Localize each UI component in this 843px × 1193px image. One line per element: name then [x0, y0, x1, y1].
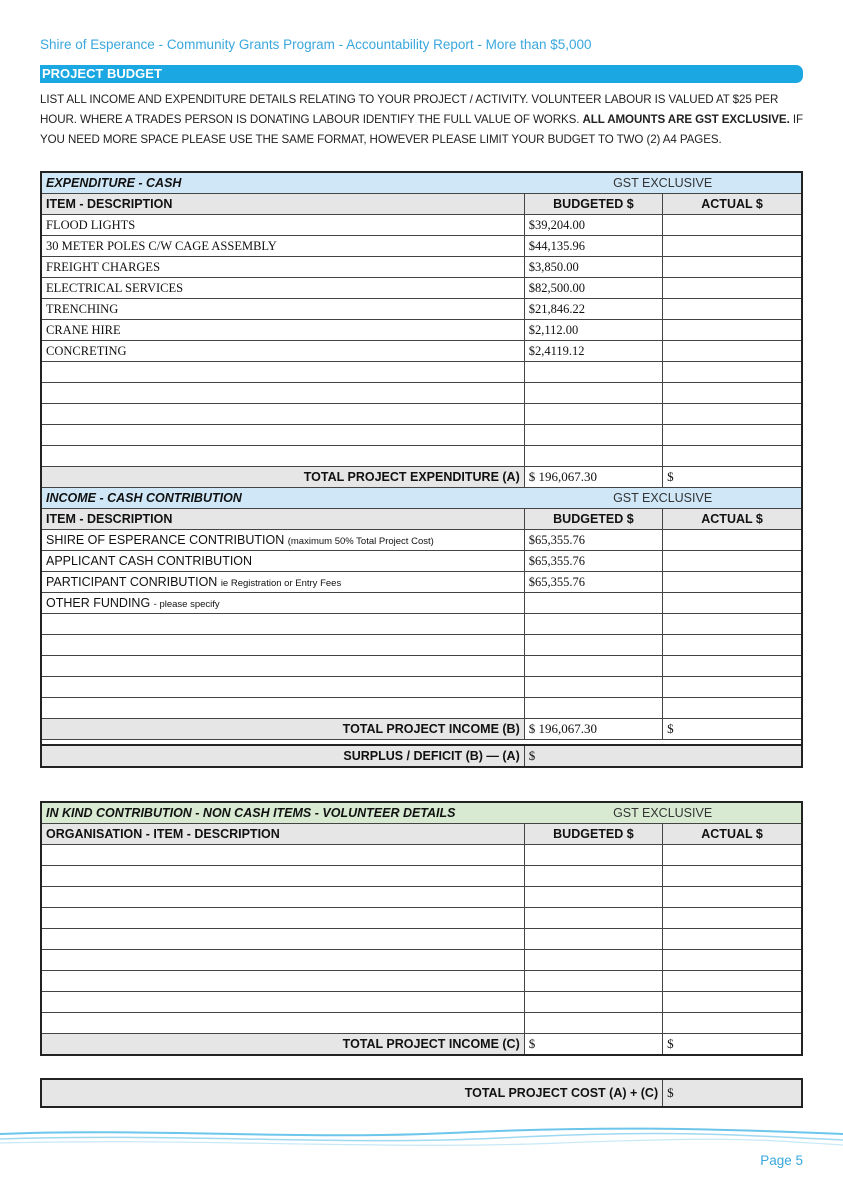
expenditure-actual-cell[interactable]	[663, 341, 802, 362]
section-bar	[40, 65, 803, 83]
expenditure-item-cell[interactable]	[41, 278, 524, 299]
inkind-budgeted-cell[interactable]	[524, 845, 662, 866]
income-item-cell[interactable]	[41, 530, 524, 551]
income-actual-cell[interactable]	[663, 593, 802, 614]
expenditure-row	[41, 236, 802, 257]
expenditure-actual-cell[interactable]	[663, 236, 802, 257]
income-item-note: (maximum 50% Total Project Cost)	[287, 536, 434, 547]
income-item-text: PARTICIPANT CONRIBUTION	[46, 575, 218, 589]
income-actual-cell[interactable]	[663, 635, 802, 656]
expenditure-budgeted-cell[interactable]: $3,850.00	[524, 257, 662, 278]
expenditure-budgeted-cell[interactable]: $2,4119.12	[524, 341, 662, 362]
expenditure-total-budgeted[interactable]: $ 196,067.30	[524, 467, 662, 488]
inkind-actual-cell[interactable]	[663, 992, 802, 1013]
expenditure-row	[41, 446, 802, 467]
inkind-title: IN KIND CONTRIBUTION - NON CASH ITEMS - VOLUNTEER DETAILS	[41, 802, 524, 824]
expenditure-actual-cell[interactable]	[663, 320, 802, 341]
col-organisation-description: ORGANISATION - ITEM - DESCRIPTION	[41, 824, 524, 845]
expenditure-item-cell[interactable]	[41, 404, 524, 425]
income-item-cell[interactable]	[41, 593, 524, 614]
inkind-row	[41, 866, 802, 887]
inkind-budgeted-cell[interactable]	[524, 1013, 662, 1034]
expenditure-item-cell[interactable]	[41, 383, 524, 404]
section-bar-label: PROJECT BUDGET	[42, 66, 162, 81]
income-gst-label: GST EXCLUSIVE	[524, 488, 802, 509]
inkind-budgeted-cell[interactable]	[524, 971, 662, 992]
expenditure-actual-cell[interactable]	[663, 278, 802, 299]
income-budgeted-cell[interactable]	[524, 593, 662, 614]
income-row	[41, 635, 802, 656]
expenditure-total-label: TOTAL PROJECT EXPENDITURE (A)	[41, 467, 524, 488]
expenditure-item-cell[interactable]	[41, 215, 524, 236]
expenditure-actual-cell[interactable]	[663, 299, 802, 320]
expenditure-row	[41, 278, 802, 299]
income-budgeted-cell[interactable]	[524, 698, 662, 719]
inkind-actual-cell[interactable]	[663, 1013, 802, 1034]
expenditure-actual-cell[interactable]	[663, 257, 802, 278]
expenditure-item-cell[interactable]	[41, 257, 524, 278]
inkind-row	[41, 929, 802, 950]
expenditure-budgeted-cell[interactable]	[524, 362, 662, 383]
inkind-gst-label: GST EXCLUSIVE	[524, 802, 802, 824]
inkind-total-label: TOTAL PROJECT INCOME (C)	[41, 1034, 524, 1056]
expenditure-total-actual[interactable]: $	[663, 467, 802, 488]
income-item-text: APPLICANT CASH CONTRIBUTION	[46, 554, 253, 568]
income-item-note: - please specify	[153, 599, 220, 610]
expenditure-budgeted-cell[interactable]	[524, 383, 662, 404]
income-actual-cell[interactable]	[663, 677, 802, 698]
income-total-budgeted[interactable]: $ 196,067.30	[524, 719, 662, 740]
inkind-item-cell[interactable]	[41, 908, 524, 929]
grand-total-label: TOTAL PROJECT COST (A) + (C)	[41, 1079, 663, 1107]
income-row	[41, 530, 802, 551]
col-actual: ACTUAL $	[663, 509, 802, 530]
expenditure-item-cell[interactable]	[41, 320, 524, 341]
income-row	[41, 677, 802, 698]
income-actual-cell[interactable]	[663, 614, 802, 635]
expenditure-actual-cell[interactable]	[663, 383, 802, 404]
income-actual-cell[interactable]	[663, 551, 802, 572]
inkind-actual-cell[interactable]	[663, 866, 802, 887]
inkind-row	[41, 1013, 802, 1034]
expenditure-row	[41, 299, 802, 320]
inkind-actual-cell[interactable]	[663, 971, 802, 992]
expenditure-item-cell[interactable]	[41, 341, 524, 362]
inkind-item-cell[interactable]	[41, 1013, 524, 1034]
expenditure-total-row	[41, 467, 802, 488]
inkind-total-row	[41, 1034, 802, 1056]
page-number: Page 5	[760, 1153, 803, 1168]
expenditure-budgeted-cell[interactable]: $44,135.96	[524, 236, 662, 257]
income-item-text: SHIRE OF ESPERANCE CONTRIBUTION	[46, 533, 285, 547]
instructions-text-1: LIST ALL INCOME AND EXPENDITURE DETAILS RELATING TO YOUR PROJECT / ACTIVITY. VOLUNTEER LABOUR IS VALUED AT $25 PER HOUR. WHERE A TRADES PERSON IS DONATING LABOUR IDENTIFY THE FULL VALUE OF WORKS.	[40, 93, 779, 126]
income-column-headers	[41, 509, 802, 530]
expenditure-row	[41, 257, 802, 278]
expenditure-item-text: CRANE HIRE	[46, 322, 121, 337]
expenditure-row	[41, 425, 802, 446]
inkind-budgeted-cell[interactable]	[524, 992, 662, 1013]
expenditure-budgeted-cell[interactable]	[524, 404, 662, 425]
expenditure-budgeted-cell[interactable]: $82,500.00	[524, 278, 662, 299]
expenditure-section-header	[41, 172, 802, 194]
expenditure-item-cell[interactable]	[41, 299, 524, 320]
expenditure-row	[41, 383, 802, 404]
expenditure-item-cell[interactable]	[41, 425, 524, 446]
col-budgeted: BUDGETED $	[524, 509, 662, 530]
income-item-cell[interactable]	[41, 677, 524, 698]
income-item-text: OTHER FUNDING	[46, 596, 151, 610]
income-total-label: TOTAL PROJECT INCOME (B)	[41, 719, 524, 740]
expenditure-item-text: ELECTRICAL SERVICES	[46, 280, 184, 295]
surplus-deficit-row	[41, 745, 802, 767]
expenditure-item-text: FLOOD LIGHTS	[46, 217, 136, 232]
inkind-item-cell[interactable]	[41, 866, 524, 887]
income-actual-cell[interactable]	[663, 698, 802, 719]
instructions	[40, 90, 805, 150]
inkind-total-budgeted[interactable]: $	[524, 1034, 662, 1056]
income-row	[41, 614, 802, 635]
inkind-actual-cell[interactable]	[663, 950, 802, 971]
income-actual-cell[interactable]	[663, 572, 802, 593]
inkind-budgeted-cell[interactable]	[524, 887, 662, 908]
expenditure-column-headers	[41, 194, 802, 215]
inkind-row	[41, 992, 802, 1013]
inkind-item-cell[interactable]	[41, 992, 524, 1013]
income-item-note: ie Registration or Entry Fees	[220, 578, 342, 589]
expenditure-actual-cell[interactable]	[663, 404, 802, 425]
income-total-row	[41, 719, 802, 740]
expenditure-item-text: FREIGHT CHARGES	[46, 259, 161, 274]
document-header: Shire of Esperance - Community Grants Program - Accountability Report - More than $5,000	[40, 37, 592, 52]
inkind-table	[40, 801, 803, 1056]
expenditure-actual-cell[interactable]	[663, 215, 802, 236]
expenditure-actual-cell[interactable]	[663, 446, 802, 467]
inkind-actual-cell[interactable]	[663, 908, 802, 929]
income-title: INCOME - CASH CONTRIBUTION	[41, 488, 524, 509]
income-budgeted-cell[interactable]: $65,355.76	[524, 551, 662, 572]
income-row	[41, 698, 802, 719]
income-budgeted-cell[interactable]	[524, 656, 662, 677]
col-item-description: ITEM - DESCRIPTION	[41, 509, 524, 530]
inkind-item-cell[interactable]	[41, 971, 524, 992]
inkind-total-actual[interactable]: $	[663, 1034, 802, 1056]
grand-total-table	[40, 1078, 803, 1108]
inkind-row	[41, 908, 802, 929]
income-section-header	[41, 488, 802, 509]
instructions-bold: ALL AMOUNTS ARE GST EXCLUSIVE.	[582, 113, 790, 126]
grand-total-value[interactable]: $	[663, 1079, 802, 1107]
inkind-column-headers	[41, 824, 802, 845]
instructions-text-2: IF YOU NEED MORE SPACE PLEASE USE THE SAME FORMAT, HOWEVER PLEASE LIMIT YOUR BUDGET TO TWO (2) A4 PAGES.	[40, 113, 803, 146]
income-budgeted-cell[interactable]	[524, 635, 662, 656]
expenditure-title: EXPENDITURE - CASH	[41, 172, 524, 194]
surplus-deficit-value[interactable]: $	[524, 745, 662, 767]
inkind-item-cell[interactable]	[41, 950, 524, 971]
income-item-cell[interactable]	[41, 614, 524, 635]
income-budgeted-cell[interactable]: $65,355.76	[524, 530, 662, 551]
income-row	[41, 551, 802, 572]
inkind-budgeted-cell[interactable]	[524, 950, 662, 971]
inkind-row	[41, 950, 802, 971]
expenditure-item-text: 30 METER POLES C/W CAGE ASSEMBLY	[46, 238, 277, 253]
inkind-budgeted-cell[interactable]	[524, 929, 662, 950]
inkind-item-cell[interactable]	[41, 929, 524, 950]
footer-wave-decoration	[0, 1120, 843, 1160]
expenditure-budgeted-cell[interactable]	[524, 425, 662, 446]
inkind-actual-cell[interactable]	[663, 929, 802, 950]
surplus-deficit-empty	[663, 745, 802, 767]
expenditure-row	[41, 341, 802, 362]
inkind-item-cell[interactable]	[41, 845, 524, 866]
expenditure-actual-cell[interactable]	[663, 362, 802, 383]
income-item-cell[interactable]	[41, 572, 524, 593]
income-budgeted-cell[interactable]	[524, 677, 662, 698]
col-actual: ACTUAL $	[663, 824, 802, 845]
expenditure-item-cell[interactable]	[41, 446, 524, 467]
income-item-cell[interactable]	[41, 698, 524, 719]
expenditure-budgeted-cell[interactable]: $39,204.00	[524, 215, 662, 236]
inkind-row	[41, 971, 802, 992]
income-row	[41, 593, 802, 614]
col-actual: ACTUAL $	[663, 194, 802, 215]
expenditure-item-cell[interactable]	[41, 236, 524, 257]
col-budgeted: BUDGETED $	[524, 824, 662, 845]
expenditure-row	[41, 320, 802, 341]
inkind-row	[41, 845, 802, 866]
expenditure-item-cell[interactable]	[41, 362, 524, 383]
expenditure-row	[41, 215, 802, 236]
expenditure-item-text: CONCRETING	[46, 343, 127, 358]
expenditure-gst-label: GST EXCLUSIVE	[524, 172, 802, 194]
income-budgeted-cell[interactable]: $65,355.76	[524, 572, 662, 593]
col-budgeted: BUDGETED $	[524, 194, 662, 215]
inkind-budgeted-cell[interactable]	[524, 908, 662, 929]
inkind-row	[41, 887, 802, 908]
expenditure-item-text: TRENCHING	[46, 301, 119, 316]
inkind-actual-cell[interactable]	[663, 887, 802, 908]
income-actual-cell[interactable]	[663, 530, 802, 551]
inkind-section-header	[41, 802, 802, 824]
inkind-item-cell[interactable]	[41, 887, 524, 908]
surplus-deficit-label: SURPLUS / DEFICIT (B) — (A)	[41, 745, 524, 767]
inkind-actual-cell[interactable]	[663, 845, 802, 866]
inkind-budgeted-cell[interactable]	[524, 866, 662, 887]
income-actual-cell[interactable]	[663, 656, 802, 677]
income-budgeted-cell[interactable]	[524, 614, 662, 635]
expenditure-row	[41, 362, 802, 383]
income-row	[41, 656, 802, 677]
income-item-cell[interactable]	[41, 656, 524, 677]
expenditure-row	[41, 404, 802, 425]
grand-total-row	[41, 1079, 802, 1107]
col-item-description: ITEM - DESCRIPTION	[41, 194, 524, 215]
expenditure-budgeted-cell[interactable]: $21,846.22	[524, 299, 662, 320]
expenditure-budgeted-cell[interactable]	[524, 446, 662, 467]
expenditure-budgeted-cell[interactable]: $2,112.00	[524, 320, 662, 341]
income-item-cell[interactable]	[41, 635, 524, 656]
expenditure-actual-cell[interactable]	[663, 425, 802, 446]
budget-table	[40, 171, 803, 768]
income-item-cell[interactable]	[41, 551, 524, 572]
income-row	[41, 572, 802, 593]
income-total-actual[interactable]: $	[663, 719, 802, 740]
